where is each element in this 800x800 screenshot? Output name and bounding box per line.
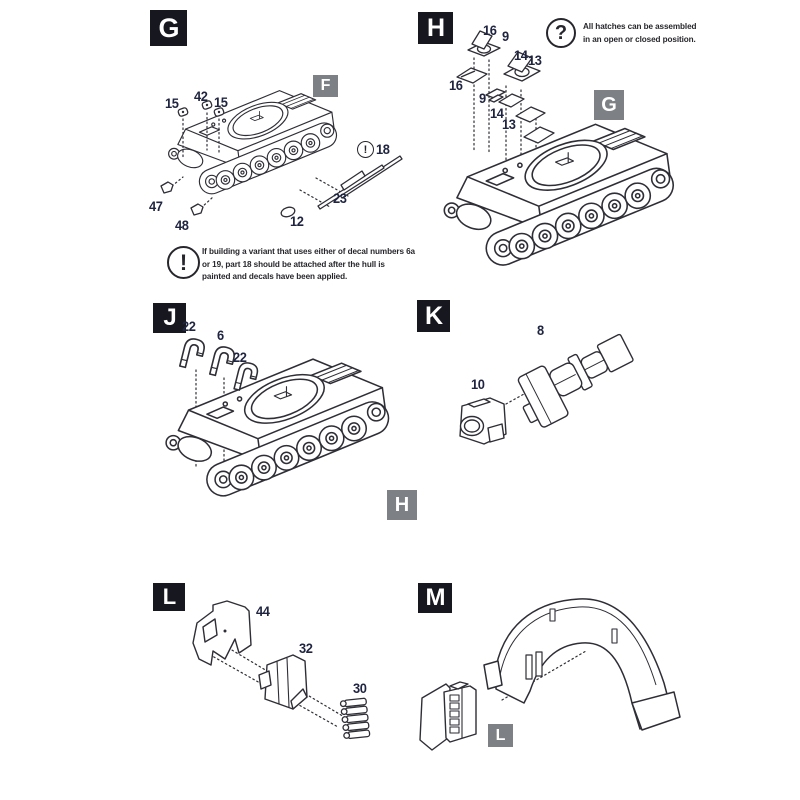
part-number: 44 — [256, 603, 270, 619]
part-number: 13 — [502, 116, 516, 132]
part-number: 18 — [376, 141, 390, 157]
part-number: 9 — [502, 28, 509, 44]
step-letter: K — [424, 301, 443, 330]
part-number: 8 — [537, 322, 544, 338]
part-number: 6 — [217, 327, 224, 343]
step-letter-box-h — [418, 12, 453, 44]
part-number: 14 — [514, 47, 528, 63]
part-number: 47 — [149, 198, 163, 214]
step-j-illustration — [166, 337, 388, 496]
step-letter-box-k — [417, 300, 450, 332]
step-k-illustration — [460, 328, 642, 444]
step-letter-box-m — [418, 583, 452, 613]
step-h-note-text: All hatches can be assembled in an open or closed position. — [583, 21, 697, 44]
warning-circle-icon — [357, 141, 374, 158]
part-number: 13 — [528, 52, 542, 68]
step-letter-box-g — [150, 10, 187, 46]
warning-glyph: ! — [179, 249, 188, 275]
step-letter: L — [162, 584, 176, 609]
part-number: 16 — [449, 77, 463, 93]
ref-letter: F — [320, 77, 331, 94]
part-number: 32 — [299, 640, 313, 656]
ref-letter: H — [394, 493, 410, 516]
part-number: 12 — [290, 213, 304, 229]
question-glyph: ? — [554, 21, 568, 44]
ref-letter-box-h — [387, 490, 417, 520]
ref-letter-box-l — [488, 724, 513, 747]
part-number: 15 — [165, 95, 179, 111]
part-number: 30 — [353, 680, 367, 696]
step-g-note-text: If building a variant that uses either of decal numbers 6a or 19, part 18 should be attached after the hull is painted and decals have been applied. — [202, 246, 415, 281]
part-number: 48 — [175, 217, 189, 233]
part-number: 22 — [233, 349, 247, 365]
step-letter: G — [158, 12, 179, 43]
ref-letter-box-f — [313, 75, 338, 97]
part-number: 10 — [471, 376, 485, 392]
step-h-illustration — [444, 31, 673, 265]
ref-letter-box-g — [594, 90, 624, 120]
ref-letter: G — [601, 93, 617, 116]
part-number: 42 — [194, 88, 208, 104]
step-letter: J — [163, 304, 176, 331]
step-letter-box-l — [153, 583, 185, 611]
part-number: 23 — [333, 190, 347, 206]
part-number: 16 — [483, 22, 497, 38]
part-number: 9 — [479, 90, 486, 106]
step-letter: H — [426, 13, 445, 42]
question-circle-icon — [546, 18, 576, 48]
part-number: 15 — [214, 94, 228, 110]
warning-circle-icon — [167, 246, 200, 279]
step-m-illustration — [420, 599, 680, 750]
ref-letter: L — [495, 726, 506, 744]
part-number: 22 — [182, 318, 196, 334]
part-number: 14 — [490, 105, 504, 121]
step-l-illustration — [193, 601, 370, 739]
warning-glyph: ! — [363, 143, 368, 156]
step-letter: M — [425, 584, 445, 611]
